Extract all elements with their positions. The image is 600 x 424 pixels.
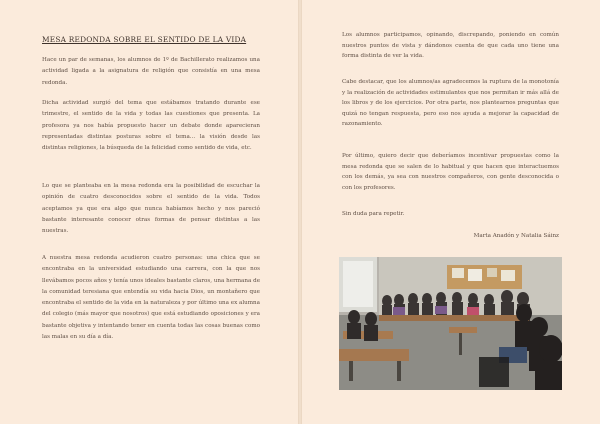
left-paragraph-4: A nuestra mesa redonda acudieron cuatro personas: una chica que se encontraba en la universidad estudiando una carrera, con la que nos llevábamos pocos años y tenía unos ideales bastante claros, una hermana de la comunidad teresiana que entendía su vida hacia Dios, un montañero que encontraba el sentido de la vida en la naturaleza y por último una ex alumna del colegio (más mayor que nosotros) que está estudiando oposiciones y era bastante objetiva y intentando tener en cuenta todas las cosas buenas como las malas en su día a día. [42, 255, 260, 341]
right-paragraph-1: Los alumnos participamos, opinando, discrepando, poniendo en común nuestros puntos de vista y dándonos cuenta de que cada uno tiene una forma distinta de ver la vida. [342, 32, 559, 59]
right-paragraph-2: Cabe destacar, que los alumnos/as agradecemos la ruptura de la monotonía y la realización de actividades estimulantes que nos permitan ir más allá de los libros y de los ejercicios. Por otra parte, nos plantearnos preguntas que quizá no tengan respuesta, pero eso nos ayuda a mejorar la capacidad de razonamiento. [342, 79, 559, 127]
classroom-photo [339, 257, 562, 390]
left-paragraph-1: Hace un par de semanas, los alumnos de 1º de Bachillerato realizamos una actividad ligada a la asignatura de religión que consistía en una mesa redonda. [42, 57, 260, 86]
right-paragraph-3: Por último, quiero decir que deberíamos incentivar propuestas como la mesa redonda que se salen de lo habitual y que hacen que interactuemos con los demás, ya sea con nuestros compañeros, con gente desconocida o con los profesores. [342, 153, 559, 191]
left-paragraph-3: Lo que se planteaba en la mesa redonda era la posibilidad de escuchar la opinión de cuatro desconocidos sobre el sentido de la vida. Todos aceptamos ya que era algo que nunca habíamos hecho y nos pareció bastante interesante conocer otras formas de pensar distintas a las nuestras. [42, 183, 260, 235]
article-title: MESA REDONDA SOBRE EL SENTIDO DE LA VIDA [42, 35, 247, 44]
left-paragraph-2: Dicha actividad surgió del tema que estábamos tratando durante ese trimestre, el sentido de la vida y todas las cuestiones que presenta. La profesora ya nos había propuesto hacer un debate donde aparecieran representadas distintas posturas sobre el tema... la visión desde las distintas religiones, la búsqueda de la felicidad como sentido de vida, etc. [42, 100, 260, 152]
signature: Marta Anadón y Natalia Sáinz [473, 233, 559, 239]
right-paragraph-4: Sin duda para repetir. [342, 211, 405, 217]
